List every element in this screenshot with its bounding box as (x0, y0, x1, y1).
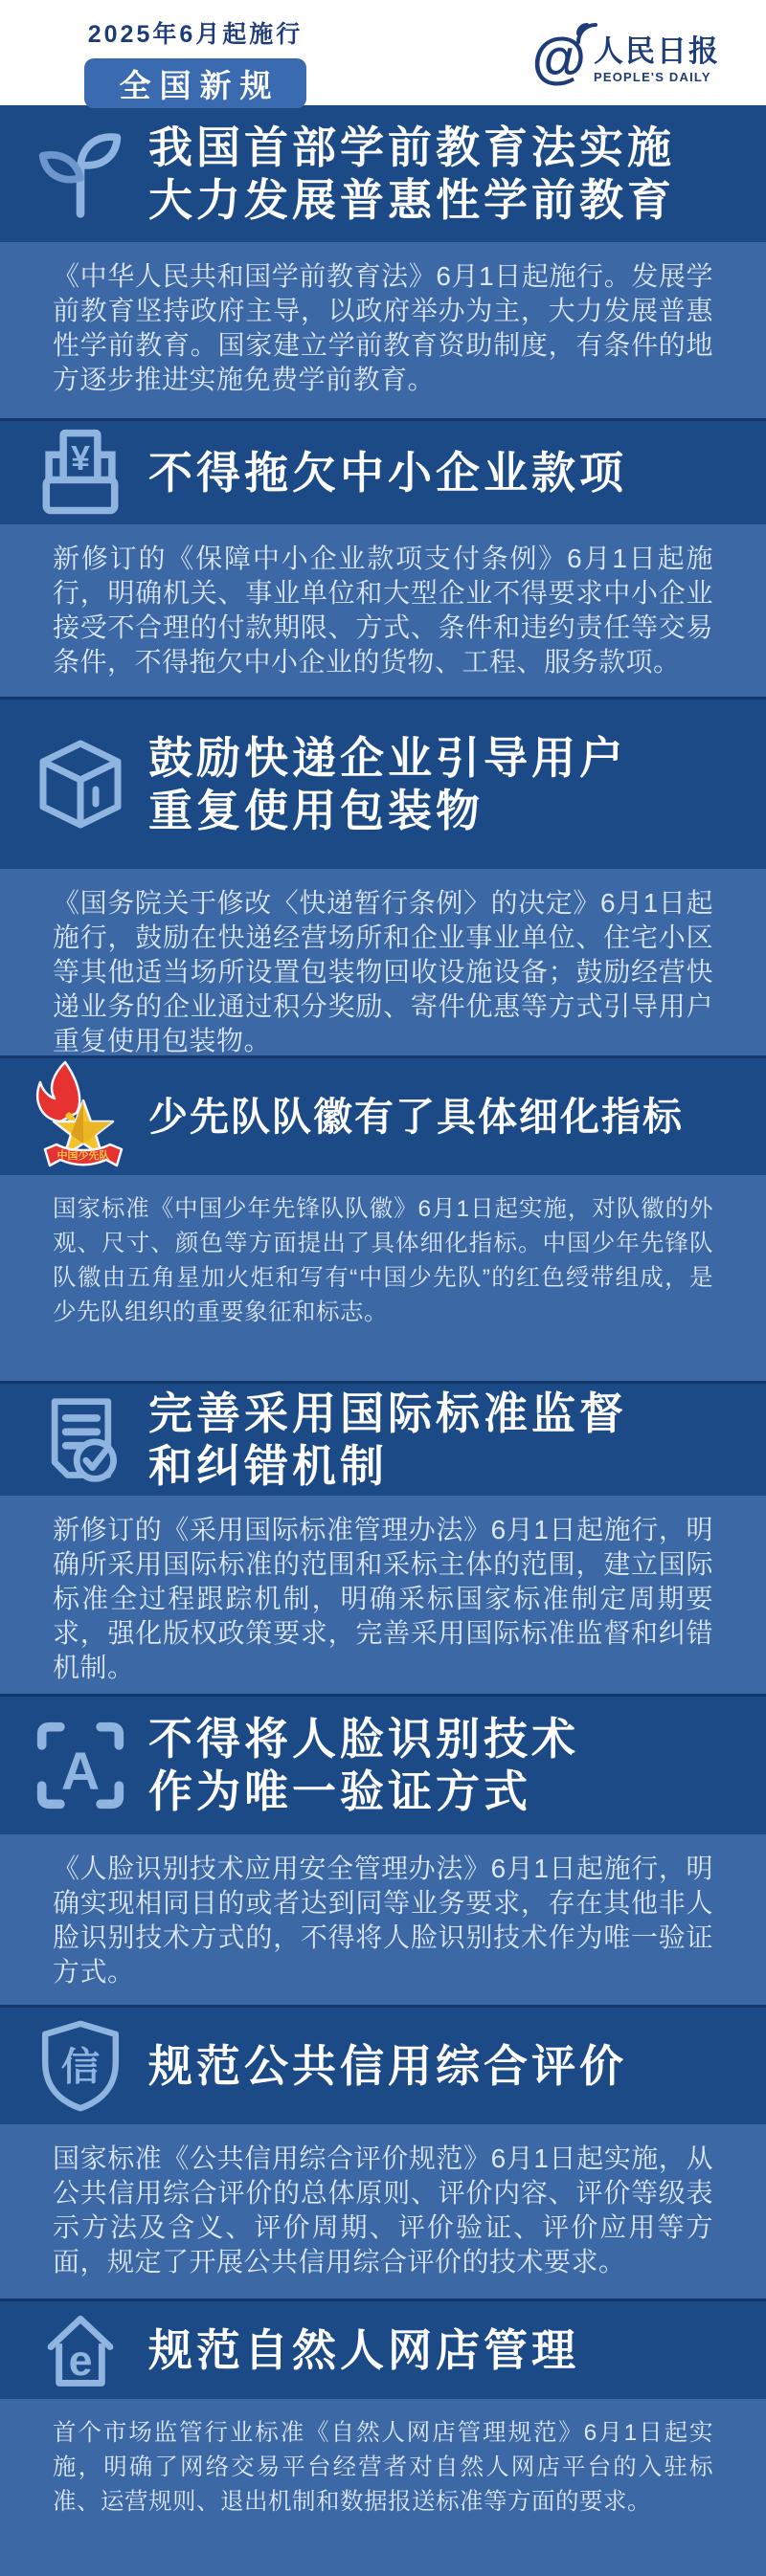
page-header (0, 0, 766, 105)
section-body-band (0, 2399, 766, 2576)
section-body-text: 新修订的《采用国际标准管理办法》6月1日起施行，明确所采用国际标准的范围和采标主体的范围，建立国际标准全过程跟踪机制，明确采标国家标准制定周期要求，强化版权政策要求，完善采用国际标准监督和纠错机制。 (53, 1515, 713, 1682)
section-title-band (0, 418, 766, 524)
section-title-band (0, 105, 766, 242)
svg-text:A: A (60, 1741, 101, 1801)
section-body-text: 首个市场监管行业标准《自然人网店管理规范》6月1日起实施，明确了网络交易平台经营者对自然人网店平台的入驻标准、运营规则、退出机制和数据报送标准等方面的要求。 (53, 2420, 713, 2515)
section-body-band (0, 524, 766, 697)
section-heading-line: 不得拖欠中小企业款项 (148, 447, 627, 498)
rule-section (0, 1055, 766, 1381)
section-heading (148, 2040, 627, 2093)
section-body-band (0, 2124, 766, 2298)
section-title-band (0, 2298, 766, 2399)
rule-section (0, 2005, 766, 2298)
section-heading-line: 大力发展普惠性学前教育 (148, 174, 675, 225)
section-heading-line: 规范自然人网店管理 (148, 2324, 579, 2375)
credit-shield-icon (32, 2020, 129, 2112)
at-sign-icon: @ (531, 27, 586, 89)
section-heading-line: 重复使用包装物 (148, 785, 484, 835)
svg-text:信: 信 (60, 2044, 101, 2089)
section-body-text: 《中华人民共和国学前教育法》6月1日起施行。发展学前教育坚持政府主导，以政府举办为主，大力发展普惠性学前教育。国家建立学前教育资助制度，有条件的地方逐步推进实施免费学前教育。 (53, 261, 713, 394)
section-title-band (0, 697, 766, 869)
section-heading-line: 规范公共信用综合评价 (148, 2040, 627, 2091)
svg-text:中国少先队: 中国少先队 (56, 1150, 110, 1162)
rule-section (0, 697, 766, 1055)
section-title-band (0, 1055, 766, 1175)
rule-section (0, 105, 766, 418)
section-body-text: 《人脸识别技术应用安全管理办法》6月1日起施行，明确实现相同目的或者达到同等业务要求，存在其他非人脸识别技术方式的，不得将人脸识别技术作为唯一验证方式。 (53, 1854, 713, 1987)
sections-list (0, 105, 766, 2576)
svg-text:e: e (68, 2337, 93, 2385)
logo-en-text: PEOPLE'S DAILY (594, 70, 711, 84)
section-body-band (0, 242, 766, 418)
face-scan-icon (32, 1720, 129, 1811)
package-box-icon (32, 737, 129, 833)
section-heading-line: 少先队队徽有了具体细化指标 (148, 1094, 684, 1139)
rule-section (0, 1381, 766, 1694)
section-heading (148, 732, 627, 837)
section-title-band (0, 2005, 766, 2124)
section-heading (148, 1713, 579, 1818)
section-heading-line: 不得将人脸识别技术 (148, 1714, 579, 1764)
section-body-band (0, 1175, 766, 1381)
section-title-band (0, 1694, 766, 1834)
section-heading (148, 447, 627, 500)
section-heading-line: 和纠错机制 (148, 1440, 388, 1491)
rule-section (0, 2298, 766, 2576)
section-heading (148, 122, 675, 227)
section-heading-line: 鼓励快递企业引导用户 (148, 732, 627, 783)
section-body-band (0, 1496, 766, 1694)
eshop-house-icon (32, 2309, 129, 2391)
rule-section (0, 1694, 766, 2005)
section-heading-line: 完善采用国际标准监督 (148, 1388, 627, 1438)
section-body-band (0, 869, 766, 1055)
sound-waves-icon (574, 21, 599, 46)
section-body-text: 《国务院关于修改〈快递暂行条例〉的决定》6月1日起施行，鼓励在快递经营场所和企业事业单位、住宅小区等其他适当场所设置包装物回收设施设备；鼓励经营快递业务的企业通过积分奖励、寄件优惠等方式引导用户重复使用包装物。 (53, 888, 713, 1055)
section-heading-line: 作为唯一验证方式 (148, 1766, 531, 1816)
section-title-band (0, 1381, 766, 1496)
logo-cn-text: 人民日报 (594, 34, 720, 68)
section-body-text: 新修订的《保障中小企业款项支付条例》6月1日起施行，明确机关、事业单位和大型企业不得要求中小企业接受不合理的付款期限、方式、条件和违约责任等交易条件，不得拖欠中小企业的货物、工程、服务款项。 (53, 544, 713, 677)
logo-at-wrap (531, 27, 586, 89)
effective-date-label: 2025年6月起施行 (87, 21, 304, 48)
section-heading (148, 2324, 579, 2377)
header-left-block (84, 15, 306, 108)
section-body-text: 国家标准《中国少年先锋队队徽》6月1日起实施，对队徽的外观、尺寸、颜色等方面提出了具体细化指标。中国少年先锋队队徽由五角星加火炬和写有“中国少先队”的红色绶带组成，是少先队组织的重要象征和标志。 (53, 1196, 713, 1325)
logo-text-block (594, 31, 720, 84)
sprout-icon (32, 128, 129, 220)
section-body-band (0, 1834, 766, 2005)
pioneer-badge-icon (32, 1060, 129, 1173)
svg-text:¥: ¥ (71, 439, 90, 478)
section-heading (148, 1091, 684, 1144)
rule-section (0, 418, 766, 697)
section-heading-line: 我国首部学前教育法实施 (148, 122, 675, 172)
peoples-daily-logo (531, 27, 720, 89)
document-check-icon (32, 1394, 129, 1486)
cashbox-icon (32, 428, 129, 518)
national-rules-badge: 全国新规 (84, 58, 306, 108)
section-body-text: 国家标准《公共信用综合评价规范》6月1日起实施，从公共信用综合评价的总体原则、评价内容、评价等级表示方法及含义、评价周期、评价验证、评价应用等方面，规定了开展公共信用综合评价的技术要求。 (53, 2143, 713, 2276)
section-heading (148, 1388, 627, 1493)
